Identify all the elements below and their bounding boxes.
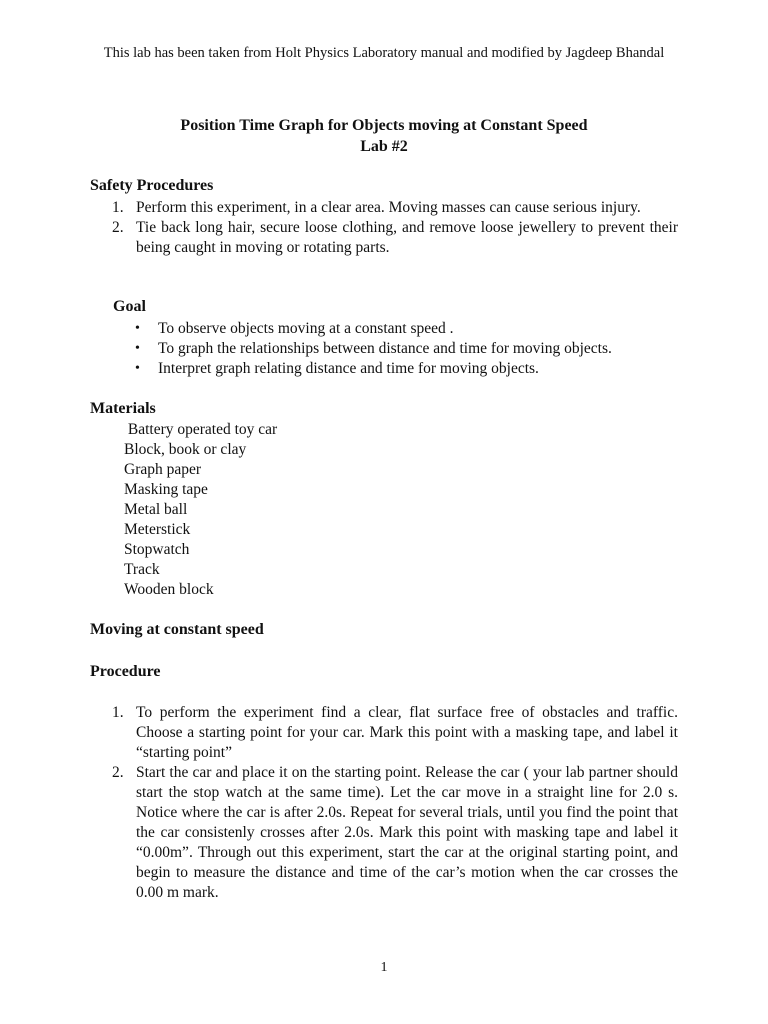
page-title	[0, 115, 768, 157]
procedure-list	[112, 703, 678, 903]
goal-item	[132, 319, 692, 339]
material-item: Graph paper	[124, 461, 202, 478]
moving-heading: Moving at constant speed	[90, 621, 264, 638]
material-item: Battery operated toy car	[124, 421, 278, 438]
page-number: 1	[380, 960, 388, 975]
safety-item	[112, 218, 678, 258]
title-line-2: Lab #2	[360, 138, 408, 155]
material-item: Block, book or clay	[124, 441, 247, 458]
title-line-1: Position Time Graph for Objects moving at Constant Speed	[180, 117, 588, 134]
goal-list	[132, 319, 692, 379]
material-item: Meterstick	[124, 521, 191, 538]
list-number: 2.	[112, 764, 124, 781]
safety-list	[112, 198, 678, 258]
list-number: 1.	[112, 199, 124, 216]
bullet-icon: •	[135, 341, 140, 356]
goal-heading: Goal	[113, 298, 146, 315]
procedure-heading: Procedure	[90, 663, 161, 680]
list-item-text: To observe objects moving at a constant speed .	[158, 320, 454, 337]
material-item: Wooden block	[124, 581, 214, 598]
bullet-icon: •	[135, 321, 140, 336]
header-note: This lab has been taken from Holt Physics Laboratory manual and modified by Jagdeep Bhandal	[103, 45, 665, 61]
list-item-text: Perform this experiment, in a clear area. Moving masses can cause serious injury.	[136, 199, 641, 216]
material-item: Masking tape	[124, 481, 208, 498]
list-item-text: Start the car and place it on the starting point. Release the car ( your lab partner should start the stop watch at the same time). Let the car move in a straight line for 2.0 s. Notice where the car is after 2.0s. Repeat for several trials, until you find the point that the car consistenly crosses after 2.0s. Mark this point with masking tape and label it “0.00m”. Through out this experiment, start the car at the original starting point, and begin to measure the distance and time of the car’s motion when the car crosses the 0.00 m mark.	[136, 764, 678, 901]
list-item-text: Tie back long hair, secure loose clothing, and remove loose jewellery to prevent their being caught in moving or rotating parts.	[136, 219, 678, 256]
material-item: Stopwatch	[124, 541, 190, 558]
safety-heading: Safety Procedures	[90, 177, 214, 194]
list-item-text: To graph the relationships between distance and time for moving objects.	[158, 340, 612, 357]
list-item-text: Interpret graph relating distance and time for moving objects.	[158, 360, 539, 377]
goal-item	[132, 339, 692, 359]
material-item: Metal ball	[124, 501, 188, 518]
bullet-icon: •	[135, 361, 140, 376]
list-item-text: To perform the experiment find a clear, flat surface free of obstacles and traffic. Choose a starting point for your car. Mark this point with a masking tape, and label it “starting point”	[136, 704, 678, 761]
list-number: 1.	[112, 704, 124, 721]
material-item: Track	[124, 561, 160, 578]
goal-item	[132, 359, 692, 379]
list-number: 2.	[112, 219, 124, 236]
procedure-item	[112, 703, 678, 763]
procedure-item	[112, 763, 678, 903]
materials-list	[124, 420, 277, 600]
materials-heading: Materials	[90, 400, 156, 417]
safety-item	[112, 198, 678, 218]
